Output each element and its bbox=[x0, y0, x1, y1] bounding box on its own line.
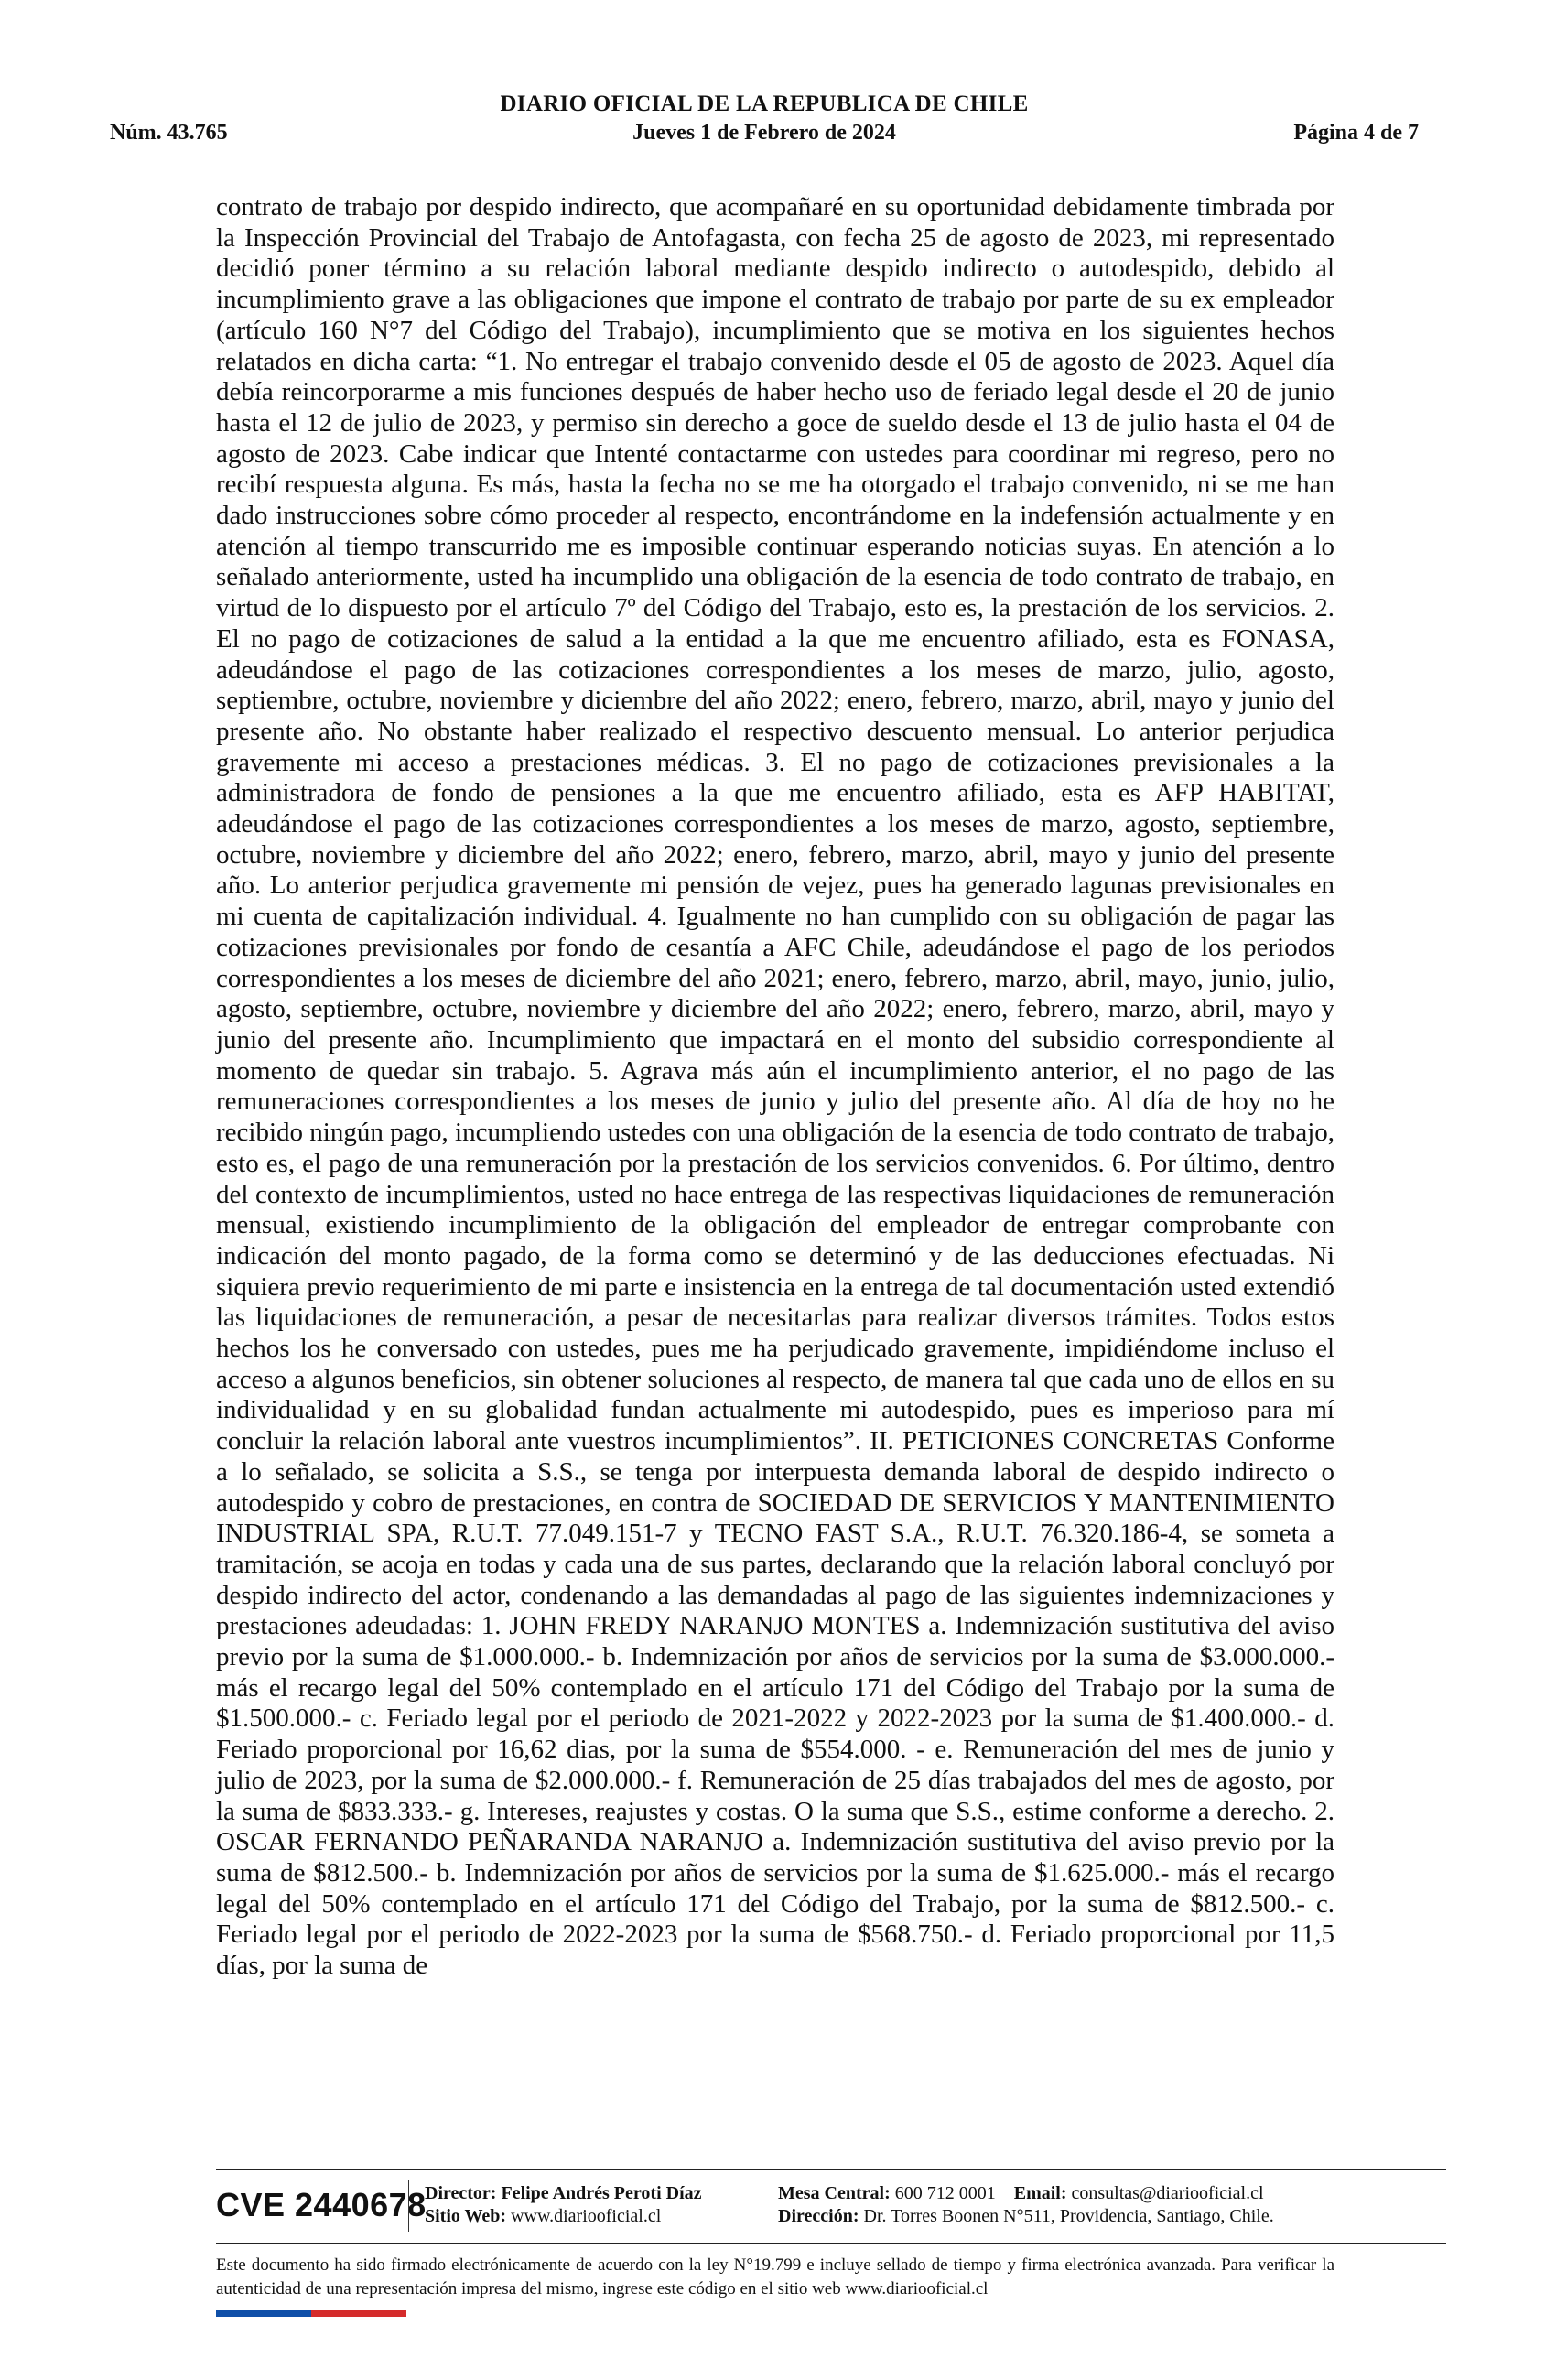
legal-note: Este documento ha sido firmado electrónicamente de acuerdo con la ley N°19.799 e incluye sellado de tiempo y firma electrónica avanzada. Para verificar la autenticidad de una representación impresa del mismo, ingrese este código en el sitio web www.diariooficial.cl bbox=[216, 2256, 1334, 2299]
chilean-flag-bar bbox=[216, 2310, 406, 2317]
email-link[interactable]: consultas@diariooficial.cl bbox=[1071, 2183, 1264, 2203]
issue-number: Núm. 43.765 bbox=[110, 121, 228, 145]
newspaper-title: DIARIO OFICIAL DE LA REPUBLICA DE CHILE bbox=[500, 92, 1029, 116]
director-line bbox=[425, 2182, 702, 2205]
phone-label: Mesa Central: bbox=[778, 2183, 891, 2203]
address: Dr. Torres Boonen N°511, Providencia, Santiago, Chile. bbox=[863, 2206, 1274, 2226]
website-link[interactable]: www.diariooficial.cl bbox=[511, 2206, 662, 2226]
footer-bottom-rule bbox=[216, 2243, 1446, 2244]
contact-line bbox=[778, 2182, 1274, 2205]
page-number: Página 4 de 7 bbox=[1293, 121, 1419, 145]
cve-code: CVE 2440678 bbox=[216, 2186, 427, 2223]
director-label: Director: bbox=[425, 2183, 497, 2203]
website-line bbox=[425, 2205, 702, 2228]
phone-number: 600 712 0001 bbox=[894, 2183, 996, 2203]
page-footer bbox=[216, 2173, 1446, 2237]
footer-divider bbox=[408, 2180, 409, 2232]
page-header bbox=[110, 92, 1419, 148]
website-label: Sitio Web: bbox=[425, 2206, 507, 2226]
issue-date: Jueves 1 de Febrero de 2024 bbox=[632, 121, 896, 145]
email-label: Email: bbox=[1013, 2183, 1067, 2203]
footer-contact bbox=[778, 2182, 1274, 2228]
director-name: Felipe Andrés Peroti Díaz bbox=[501, 2183, 702, 2203]
address-line bbox=[778, 2205, 1274, 2228]
body-text: contrato de trabajo por despido indirecto, que acompañaré en su oportunidad debidamente timbrada por la Inspección Provincial del Trabajo de Antofagasta, con fecha 25 de agosto de 2023, mi representado decidió poner término a su relación laboral mediante despido indirecto o autodespido, debido al incumplimiento grave a las obligaciones que impone el contrato de trabajo por parte de su ex empleador (artículo 160 N°7 del Código del Trabajo), incumplimiento que se motiva en los siguientes hechos relatados en dicha carta: “1. No entregar el trabajo convenido desde el 05 de agosto de 2023. Aquel día debía reincorporarme a mis funciones después de haber hecho uso de feriado legal desde el 20 de junio hasta el 12 de julio de 2023, y permiso sin derecho a goce de sueldo desde el 13 de julio hasta el 04 de agosto de 2023. Cabe indicar que Intenté contactarme con ustedes para coordinar mi regreso, pero no recibí respuesta alguna. Es más, hasta la fecha no se me ha otorgado el trabajo convenido, ni se me han dado instrucciones sobre cómo proceder al respecto, encontrándome en la indefensión actualmente y en atención al tiempo transcurrido me es imposible continuar esperando noticias suyas. En atención a lo señalado anteriormente, usted ha incumplido una obligación de la esencia de todo contrato de trabajo, en virtud de lo dispuesto por el artículo 7º del Código del Trabajo, esto es, la prestación de los servicios. 2. El no pago de cotizaciones de salud a la entidad a la que me encuentro afiliado, esta es FONASA, adeudándose el pago de las cotizaciones correspondientes a los meses de marzo, julio, agosto, septiembre, octubre, noviembre y diciembre del año 2022; enero, febrero, marzo, abril, mayo y junio del presente año. No obstante haber realizado el respectivo descuento mensual. Lo anterior perjudica gravemente mi acceso a prestaciones médicas. 3. El no pago de cotizaciones previsionales a la administradora de fondo de pensiones a la que me encuentro afiliado, esta es AFP HABITAT, adeudándose el pago de las cotizaciones correspondientes a los meses de marzo, agosto, septiembre, octubre, noviembre y diciembre del año 2022; enero, febrero, marzo, abril, mayo y junio del presente año. Lo anterior perjudica gravemente mi pensión de vejez, pues ha generado lagunas previsionales en mi cuenta de capitalización individual. 4. Igualmente no han cumplido con su obligación de pagar las cotizaciones previsionales por fondo de cesantía a AFC Chile, adeudándose el pago de los periodos correspondientes a los meses de diciembre del año 2021; enero, febrero, marzo, abril, mayo, junio, julio, agosto, septiembre, octubre, noviembre y diciembre del año 2022; enero, febrero, marzo, abril, mayo y junio del presente año. Incumplimiento que impactará en el monto del subsidio correspondiente al momento de quedar sin trabajo. 5. Agrava más aún el incumplimiento anterior, el no pago de las remuneraciones correspondientes a los meses de junio y julio del presente año. Al día de hoy no he recibido ningún pago, incumpliendo ustedes con una obligación de la esencia de todo contrato de trabajo, esto es, el pago de una remuneración por la prestación de los servicios convenidos. 6. Por último, dentro del contexto de incumplimientos, usted no hace entrega de las respectivas liquidaciones de remuneración mensual, existiendo incumplimiento de la obligación del empleador de entregar comprobante con indicación del monto pagado, de la forma como se determinó y de las deducciones efectuadas. Ni siquiera previo requerimiento de mi parte e insistencia en la entrega de tal documentación usted extendió las liquidaciones de remuneración, a pesar de necesitarlas para realizar diversos trámites. Todos estos hechos los he conversado con ustedes, pues me ha perjudicado gravemente, impidiéndome incluso el acceso a algunos beneficios, sin obtener soluciones al respecto, de manera tal que cada uno de ellos en su individualidad y en su globalidad fundan actualmente mi autodespido, pues es imperioso para mí concluir la relación laboral ante vuestros incumplimientos”. II. PETICIONES CONCRETAS Conforme a lo señalado, se solicita a S.S., se tenga por interpuesta demanda laboral de despido indirecto o autodespido y cobro de prestaciones, en contra de SOCIEDAD DE SERVICIOS Y MANTENIMIENTO INDUSTRIAL SPA, R.U.T. 77.049.151-7 y TECNO FAST S.A., R.U.T. 76.320.186-4, se someta a tramitación, se acoja en todas y cada una de sus partes, declarando que la relación laboral concluyó por despido indirecto del actor, condenando a las demandadas al pago de las siguientes indemnizaciones y prestaciones adeudadas: 1. JOHN FREDY NARANJO MONTES a. Indemnización sustitutiva del aviso previo por la suma de $1.000.000.- b. Indemnización por años de servicios por la suma de $3.000.000.- más el recargo legal del 50% contemplado en el artículo 171 del Código del Trabajo por la suma de $1.500.000.- c. Feriado legal por el periodo de 2021-2022 y 2022-2023 por la suma de $1.400.000.- d. Feriado proporcional por 16,62 dias, por la suma de $554.000. - e. Remuneración del mes de junio y julio de 2023, por la suma de $2.000.000.- f. Remuneración de 25 días trabajados del mes de agosto, por la suma de $833.333.- g. Intereses, reajustes y costas. O la suma que S.S., estime conforme a derecho. 2. OSCAR FERNANDO PEÑARANDA NARANJO a. Indemnización sustitutiva del aviso previo por la suma de $812.500.- b. Indemnización por años de servicios por la suma de $1.625.000.- más el recargo legal del 50% contemplado en el artículo 171 del Código del Trabajo, por la suma de $812.500.- c. Feriado legal por el periodo de 2022-2023 por la suma de $568.750.- d. Feriado proporcional por 11,5 días, por la suma de bbox=[216, 192, 1334, 1981]
flag-blue-segment bbox=[216, 2310, 311, 2317]
flag-red-segment bbox=[311, 2310, 406, 2317]
address-label: Dirección: bbox=[778, 2206, 859, 2226]
footer-top-rule bbox=[216, 2169, 1446, 2170]
footer-editorial bbox=[425, 2182, 702, 2228]
